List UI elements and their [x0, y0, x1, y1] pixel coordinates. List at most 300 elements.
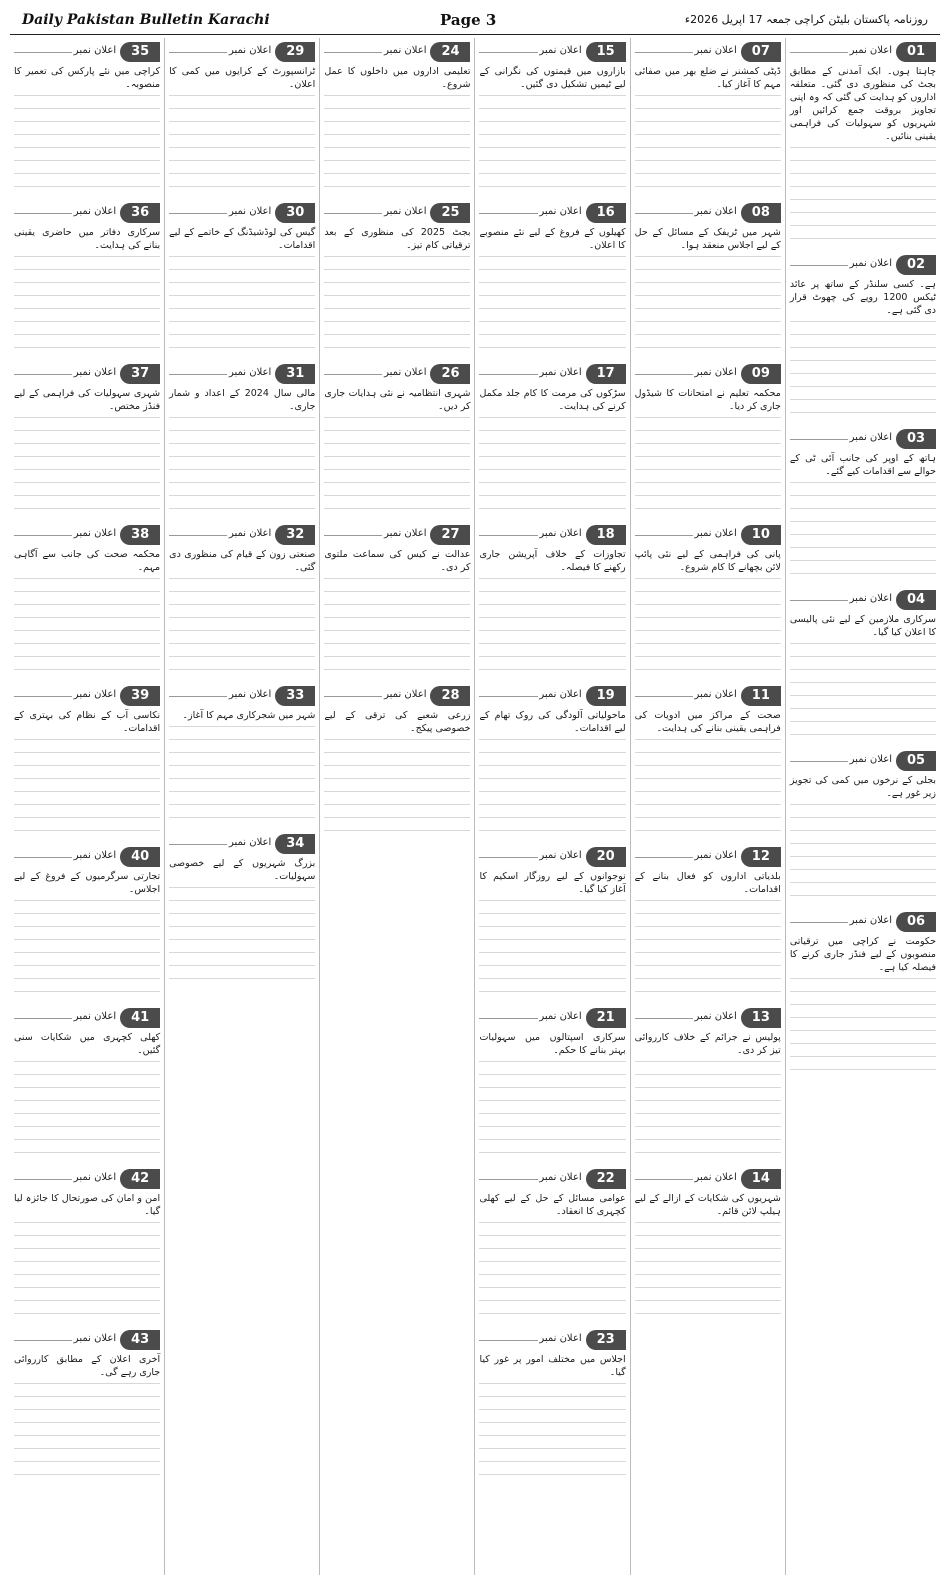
- item-tag: اعلان نمبر: [539, 689, 582, 700]
- item-header: [790, 42, 936, 62]
- text-line-placeholder: [169, 443, 315, 456]
- item-number: 14: [741, 1169, 781, 1189]
- text-line-placeholder: [479, 1300, 625, 1313]
- urdu-date: روزنامہ پاکستان بلیٹن کراچی جمعہ 17 اپریل 2026ء: [684, 13, 928, 26]
- english-title: Daily Pakistan Bulletin Karachi: [22, 12, 270, 28]
- item-divider: [169, 374, 227, 375]
- text-line-placeholder: [169, 913, 315, 926]
- item-number: 24: [430, 42, 470, 62]
- item-header: [790, 912, 936, 932]
- page-label: Page 3: [440, 11, 497, 29]
- item-text: نوجوانوں کے لیے روزگار اسکیم کا آغاز کیا گیا۔: [479, 871, 626, 895]
- text-line-placeholder: [635, 578, 781, 591]
- item-divider: [790, 265, 848, 266]
- text-line-placeholder: [479, 913, 625, 926]
- text-line-placeholder: [324, 121, 470, 134]
- text-line-placeholder: [324, 591, 470, 604]
- item-divider: [14, 696, 72, 697]
- text-line-placeholder: [479, 1422, 625, 1435]
- text-line-placeholder: [479, 1261, 625, 1274]
- text-line-placeholder: [14, 347, 160, 360]
- item-divider: [479, 1018, 537, 1019]
- item-header: [479, 1169, 625, 1189]
- text-line-placeholder: [14, 1087, 160, 1100]
- text-line-placeholder: [169, 430, 315, 443]
- item-text: تجارتی سرگرمیوں کے فروغ کے لیے اجلاس۔: [13, 871, 161, 895]
- text-line-placeholder: [14, 1422, 160, 1435]
- text-line-placeholder: [635, 952, 781, 965]
- item-text: آخری اعلان کے مطابق کارروائی جاری رہے گی۔: [13, 1354, 161, 1378]
- text-line-placeholder: [479, 1313, 625, 1326]
- text-line-placeholder: [635, 752, 781, 765]
- text-line-placeholder: [479, 1222, 625, 1235]
- text-line-placeholder: [479, 965, 625, 978]
- item-text: سڑکوں کی مرمت کا کام جلد مکمل کرنے کی ہدایت۔: [479, 388, 626, 412]
- text-line-placeholder: [14, 1435, 160, 1448]
- item-tag: اعلان نمبر: [73, 1011, 117, 1022]
- item-header: [14, 42, 160, 62]
- text-line-placeholder: [790, 173, 936, 186]
- item-number: 09: [741, 364, 781, 384]
- text-line-placeholder: [169, 887, 315, 900]
- item-header: [479, 1008, 625, 1028]
- text-line-placeholder: [14, 830, 160, 843]
- text-line-placeholder: [635, 739, 781, 752]
- text-line-placeholder: [14, 804, 160, 817]
- item-divider: [324, 696, 382, 697]
- text-line-placeholder: [14, 817, 160, 830]
- item-tag: اعلان نمبر: [539, 528, 582, 539]
- text-line-placeholder: [479, 1113, 625, 1126]
- text-line-placeholder: [479, 1448, 625, 1461]
- item-header: [169, 686, 315, 706]
- text-line-placeholder: [479, 752, 625, 765]
- text-line-placeholder: [14, 1248, 160, 1261]
- text-line-placeholder: [635, 1139, 781, 1152]
- item-header: [790, 590, 936, 610]
- text-line-placeholder: [169, 321, 315, 334]
- item-header: [479, 847, 625, 867]
- item-header: [324, 364, 470, 384]
- item-header: [169, 525, 315, 545]
- item-header: [635, 1008, 781, 1028]
- text-line-placeholder: [635, 469, 781, 482]
- text-line-placeholder: [14, 978, 160, 991]
- text-line-placeholder: [169, 578, 315, 591]
- text-line-placeholder: [324, 295, 470, 308]
- item-number: 11: [741, 686, 781, 706]
- text-line-placeholder: [324, 347, 470, 360]
- text-line-placeholder: [479, 347, 625, 360]
- text-line-placeholder: [635, 1074, 781, 1087]
- text-line-placeholder: [790, 547, 936, 560]
- item-text: بازاروں میں قیمتوں کی نگرانی کے لیے ٹیمیں تشکیل دی گئیں۔: [479, 66, 626, 90]
- text-line-placeholder: [14, 913, 160, 926]
- text-line-placeholder: [635, 1261, 781, 1274]
- item-header: [635, 1169, 781, 1189]
- masthead: [10, 8, 940, 35]
- text-line-placeholder: [14, 630, 160, 643]
- text-line-placeholder: [479, 617, 625, 630]
- text-line-placeholder: [790, 534, 936, 547]
- item-number: 39: [120, 686, 160, 706]
- text-line-placeholder: [635, 656, 781, 669]
- item-text: چاہتا ہوں۔ ایک آمدنی کے مطابق بجٹ کی منظوری دی گئی۔ متعلقہ اداروں کو ہدایت کی گئی کہ وہ اپنی تجاویز بروقت جمع کرائیں اور شہریوں کو سہولیات کی فراہمی یقینی بنائیں۔: [789, 66, 936, 142]
- item-tag: اعلان نمبر: [73, 367, 117, 378]
- text-line-placeholder: [14, 1139, 160, 1152]
- item-divider: [169, 52, 227, 53]
- news-column: [10, 38, 164, 1575]
- text-line-placeholder: [790, 978, 936, 991]
- item-number: 36: [120, 203, 160, 223]
- text-line-placeholder: [635, 495, 781, 508]
- item-tag: اعلان نمبر: [73, 45, 117, 56]
- text-line-placeholder: [169, 334, 315, 347]
- text-line-placeholder: [324, 173, 470, 186]
- item-tag: اعلان نمبر: [539, 45, 582, 56]
- item-divider: [635, 857, 693, 858]
- item-text: مالی سال 2024 کے اعداد و شمار جاری۔: [169, 388, 316, 412]
- text-line-placeholder: [635, 643, 781, 656]
- news-column: [164, 38, 319, 1575]
- text-line-placeholder: [790, 682, 936, 695]
- text-line-placeholder: [790, 412, 936, 425]
- text-line-placeholder: [169, 308, 315, 321]
- text-line-placeholder: [14, 1409, 160, 1422]
- item-number: 10: [741, 525, 781, 545]
- text-line-placeholder: [790, 804, 936, 817]
- text-line-placeholder: [479, 952, 625, 965]
- item-number: 41: [120, 1008, 160, 1028]
- item-tag: اعلان نمبر: [73, 206, 117, 217]
- text-line-placeholder: [14, 656, 160, 669]
- text-line-placeholder: [479, 578, 625, 591]
- text-line-placeholder: [635, 913, 781, 926]
- item-header: [479, 42, 625, 62]
- item-divider: [169, 696, 227, 697]
- text-line-placeholder: [169, 591, 315, 604]
- text-line-placeholder: [14, 669, 160, 682]
- text-line-placeholder: [324, 134, 470, 147]
- text-line-placeholder: [790, 212, 936, 225]
- item-tag: اعلان نمبر: [73, 528, 117, 539]
- text-line-placeholder: [324, 456, 470, 469]
- text-line-placeholder: [479, 1152, 625, 1165]
- text-line-placeholder: [479, 1087, 625, 1100]
- item-divider: [635, 696, 693, 697]
- text-line-placeholder: [14, 308, 160, 321]
- item-tag: اعلان نمبر: [384, 528, 427, 539]
- text-line-placeholder: [14, 991, 160, 1004]
- text-line-placeholder: [635, 1274, 781, 1287]
- text-line-placeholder: [479, 443, 625, 456]
- item-divider: [14, 857, 72, 858]
- text-line-placeholder: [14, 1061, 160, 1074]
- item-header: [324, 686, 470, 706]
- item-number: 13: [741, 1008, 781, 1028]
- text-line-placeholder: [169, 939, 315, 952]
- text-line-placeholder: [479, 430, 625, 443]
- text-line-placeholder: [14, 134, 160, 147]
- item-header: [169, 834, 315, 854]
- text-line-placeholder: [14, 1274, 160, 1287]
- item-header: [14, 1008, 160, 1028]
- text-line-placeholder: [169, 482, 315, 495]
- item-tag: اعلان نمبر: [539, 850, 582, 861]
- text-line-placeholder: [324, 430, 470, 443]
- text-line-placeholder: [790, 560, 936, 573]
- item-number: 19: [586, 686, 626, 706]
- text-line-placeholder: [479, 269, 625, 282]
- text-line-placeholder: [479, 1100, 625, 1113]
- text-line-placeholder: [790, 160, 936, 173]
- item-divider: [635, 535, 693, 536]
- text-line-placeholder: [14, 186, 160, 199]
- item-number: 32: [275, 525, 315, 545]
- text-line-placeholder: [169, 186, 315, 199]
- text-line-placeholder: [324, 469, 470, 482]
- item-text: ڈپٹی کمشنر نے ضلع بھر میں صفائی مہم کا آغاز کیا۔: [634, 66, 781, 90]
- text-line-placeholder: [14, 1383, 160, 1396]
- item-tag: اعلان نمبر: [694, 45, 737, 56]
- item-tag: اعلان نمبر: [384, 206, 427, 217]
- item-tag: اعلان نمبر: [694, 206, 737, 217]
- text-line-placeholder: [635, 269, 781, 282]
- text-line-placeholder: [14, 1287, 160, 1300]
- item-text: تعلیمی اداروں میں داخلوں کا عمل شروع۔: [324, 66, 471, 90]
- item-text: محکمہ صحت کی جانب سے آگاہی مہم۔: [13, 549, 161, 573]
- text-line-placeholder: [790, 334, 936, 347]
- text-line-placeholder: [324, 765, 470, 778]
- text-line-placeholder: [479, 591, 625, 604]
- text-line-placeholder: [790, 360, 936, 373]
- item-header: [635, 364, 781, 384]
- text-line-placeholder: [635, 1113, 781, 1126]
- text-line-placeholder: [790, 347, 936, 360]
- text-line-placeholder: [324, 147, 470, 160]
- item-text: سرکاری دفاتر میں حاضری یقینی بنانے کی ہدایت۔: [13, 227, 161, 251]
- item-number: 33: [275, 686, 315, 706]
- item-tag: اعلان نمبر: [73, 1172, 117, 1183]
- text-line-placeholder: [14, 1461, 160, 1474]
- text-line-placeholder: [14, 269, 160, 282]
- item-number: 27: [430, 525, 470, 545]
- item-number: 26: [430, 364, 470, 384]
- item-number: 30: [275, 203, 315, 223]
- text-line-placeholder: [169, 95, 315, 108]
- text-line-placeholder: [790, 721, 936, 734]
- text-line-placeholder: [790, 495, 936, 508]
- text-line-placeholder: [635, 978, 781, 991]
- item-tag: اعلان نمبر: [539, 1011, 582, 1022]
- text-line-placeholder: [635, 1287, 781, 1300]
- item-tag: اعلان نمبر: [694, 689, 737, 700]
- item-text: گیس کی لوڈشیڈنگ کے خاتمے کے لیے اقدامات۔: [169, 227, 316, 251]
- text-line-placeholder: [14, 900, 160, 913]
- news-column: [474, 38, 629, 1575]
- text-line-placeholder: [14, 952, 160, 965]
- text-line-placeholder: [479, 508, 625, 521]
- text-line-placeholder: [14, 456, 160, 469]
- text-line-placeholder: [324, 443, 470, 456]
- item-number: 08: [741, 203, 781, 223]
- text-line-placeholder: [14, 121, 160, 134]
- item-header: [14, 1330, 160, 1350]
- item-text: سرکاری اسپتالوں میں سہولیات بہتر بنانے کا حکم۔: [479, 1032, 626, 1056]
- text-line-placeholder: [14, 591, 160, 604]
- text-line-placeholder: [169, 508, 315, 521]
- item-text: کھلی کچہری میں شکایات سنی گئیں۔: [13, 1032, 161, 1056]
- item-tag: اعلان نمبر: [849, 754, 892, 765]
- item-text: محکمہ تعلیم نے امتحانات کا شیڈول جاری کر دیا۔: [634, 388, 781, 412]
- text-line-placeholder: [169, 147, 315, 160]
- item-text: بجٹ 2025 کی منظوری کے بعد ترقیاتی کام تیز۔: [324, 227, 471, 251]
- text-line-placeholder: [790, 708, 936, 721]
- text-line-placeholder: [635, 1300, 781, 1313]
- text-line-placeholder: [169, 752, 315, 765]
- text-line-placeholder: [14, 443, 160, 456]
- text-line-placeholder: [169, 256, 315, 269]
- text-line-placeholder: [479, 900, 625, 913]
- text-line-placeholder: [169, 817, 315, 830]
- text-line-placeholder: [635, 778, 781, 791]
- text-line-placeholder: [14, 617, 160, 630]
- text-line-placeholder: [169, 269, 315, 282]
- text-line-placeholder: [14, 508, 160, 521]
- text-line-placeholder: [169, 630, 315, 643]
- text-line-placeholder: [14, 173, 160, 186]
- text-line-placeholder: [14, 95, 160, 108]
- text-line-placeholder: [790, 669, 936, 682]
- text-line-placeholder: [635, 830, 781, 843]
- text-line-placeholder: [324, 778, 470, 791]
- text-line-placeholder: [169, 778, 315, 791]
- text-line-placeholder: [790, 521, 936, 534]
- item-text: امن و امان کی صورتحال کا جائزہ لیا گیا۔: [13, 1193, 161, 1217]
- text-line-placeholder: [790, 817, 936, 830]
- text-line-placeholder: [324, 269, 470, 282]
- item-text: کھیلوں کے فروغ کے لیے نئے منصوبے کا اعلان۔: [479, 227, 626, 251]
- item-divider: [324, 374, 382, 375]
- text-line-placeholder: [14, 604, 160, 617]
- text-line-placeholder: [635, 630, 781, 643]
- columns-container: [10, 38, 940, 1575]
- item-text: سرکاری ملازمین کے لیے نئی پالیسی کا اعلان کیا گیا۔: [789, 614, 936, 638]
- item-number: 05: [896, 751, 936, 771]
- item-divider: [14, 535, 72, 536]
- text-line-placeholder: [479, 1287, 625, 1300]
- text-line-placeholder: [635, 417, 781, 430]
- text-line-placeholder: [790, 321, 936, 334]
- text-line-placeholder: [790, 856, 936, 869]
- item-tag: اعلان نمبر: [694, 1011, 737, 1022]
- item-divider: [479, 857, 537, 858]
- text-line-placeholder: [635, 160, 781, 173]
- item-tag: اعلان نمبر: [228, 45, 272, 56]
- text-line-placeholder: [635, 926, 781, 939]
- text-line-placeholder: [479, 295, 625, 308]
- text-line-placeholder: [169, 952, 315, 965]
- item-number: 34: [275, 834, 315, 854]
- text-line-placeholder: [324, 804, 470, 817]
- item-divider: [169, 844, 227, 845]
- text-line-placeholder: [790, 1056, 936, 1069]
- item-number: 42: [120, 1169, 160, 1189]
- text-line-placeholder: [790, 656, 936, 669]
- item-text: کراچی میں نئے پارکس کی تعمیر کا منصوبہ۔: [13, 66, 161, 90]
- text-line-placeholder: [324, 739, 470, 752]
- item-tag: اعلان نمبر: [228, 367, 272, 378]
- text-line-placeholder: [790, 238, 936, 251]
- text-line-placeholder: [479, 991, 625, 1004]
- item-text: حکومت نے کراچی میں ترقیاتی منصوبوں کے لیے فنڈز جاری کرنے کا فیصلہ کیا ہے۔: [789, 936, 936, 973]
- item-number: 20: [586, 847, 626, 867]
- item-divider: [324, 535, 382, 536]
- text-line-placeholder: [790, 399, 936, 412]
- text-line-placeholder: [635, 617, 781, 630]
- text-line-placeholder: [14, 295, 160, 308]
- item-tag: اعلان نمبر: [384, 689, 427, 700]
- text-line-placeholder: [635, 791, 781, 804]
- text-line-placeholder: [324, 643, 470, 656]
- text-line-placeholder: [479, 1126, 625, 1139]
- text-line-placeholder: [635, 804, 781, 817]
- text-line-placeholder: [479, 791, 625, 804]
- item-number: 35: [120, 42, 160, 62]
- item-tag: اعلان نمبر: [539, 206, 582, 217]
- text-line-placeholder: [14, 108, 160, 121]
- item-text: صنعتی زون کے قیام کی منظوری دی گئی۔: [169, 549, 316, 573]
- text-line-placeholder: [14, 334, 160, 347]
- news-column: [319, 38, 474, 1575]
- text-line-placeholder: [635, 965, 781, 978]
- text-line-placeholder: [14, 643, 160, 656]
- item-number: 12: [741, 847, 781, 867]
- item-tag: اعلان نمبر: [849, 258, 892, 269]
- item-divider: [479, 1179, 537, 1180]
- text-line-placeholder: [324, 482, 470, 495]
- item-number: 22: [586, 1169, 626, 1189]
- item-header: [169, 364, 315, 384]
- news-column: [630, 38, 785, 1575]
- text-line-placeholder: [479, 160, 625, 173]
- text-line-placeholder: [790, 1017, 936, 1030]
- text-line-placeholder: [479, 1409, 625, 1422]
- item-divider: [635, 52, 693, 53]
- item-tag: اعلان نمبر: [539, 1172, 582, 1183]
- text-line-placeholder: [169, 900, 315, 913]
- text-line-placeholder: [169, 173, 315, 186]
- item-header: [14, 525, 160, 545]
- text-line-placeholder: [479, 926, 625, 939]
- text-line-placeholder: [479, 604, 625, 617]
- item-number: 21: [586, 1008, 626, 1028]
- text-line-placeholder: [324, 334, 470, 347]
- text-line-placeholder: [635, 308, 781, 321]
- text-line-placeholder: [14, 778, 160, 791]
- text-line-placeholder: [14, 739, 160, 752]
- text-line-placeholder: [324, 669, 470, 682]
- text-line-placeholder: [169, 669, 315, 682]
- text-line-placeholder: [14, 1300, 160, 1313]
- item-text: شہریوں کی شکایات کے ازالے کے لیے ہیلپ لائن قائم۔: [634, 1193, 781, 1217]
- text-line-placeholder: [479, 669, 625, 682]
- text-line-placeholder: [790, 1043, 936, 1056]
- item-divider: [790, 439, 848, 440]
- text-line-placeholder: [324, 95, 470, 108]
- text-line-placeholder: [635, 95, 781, 108]
- text-line-placeholder: [14, 1448, 160, 1461]
